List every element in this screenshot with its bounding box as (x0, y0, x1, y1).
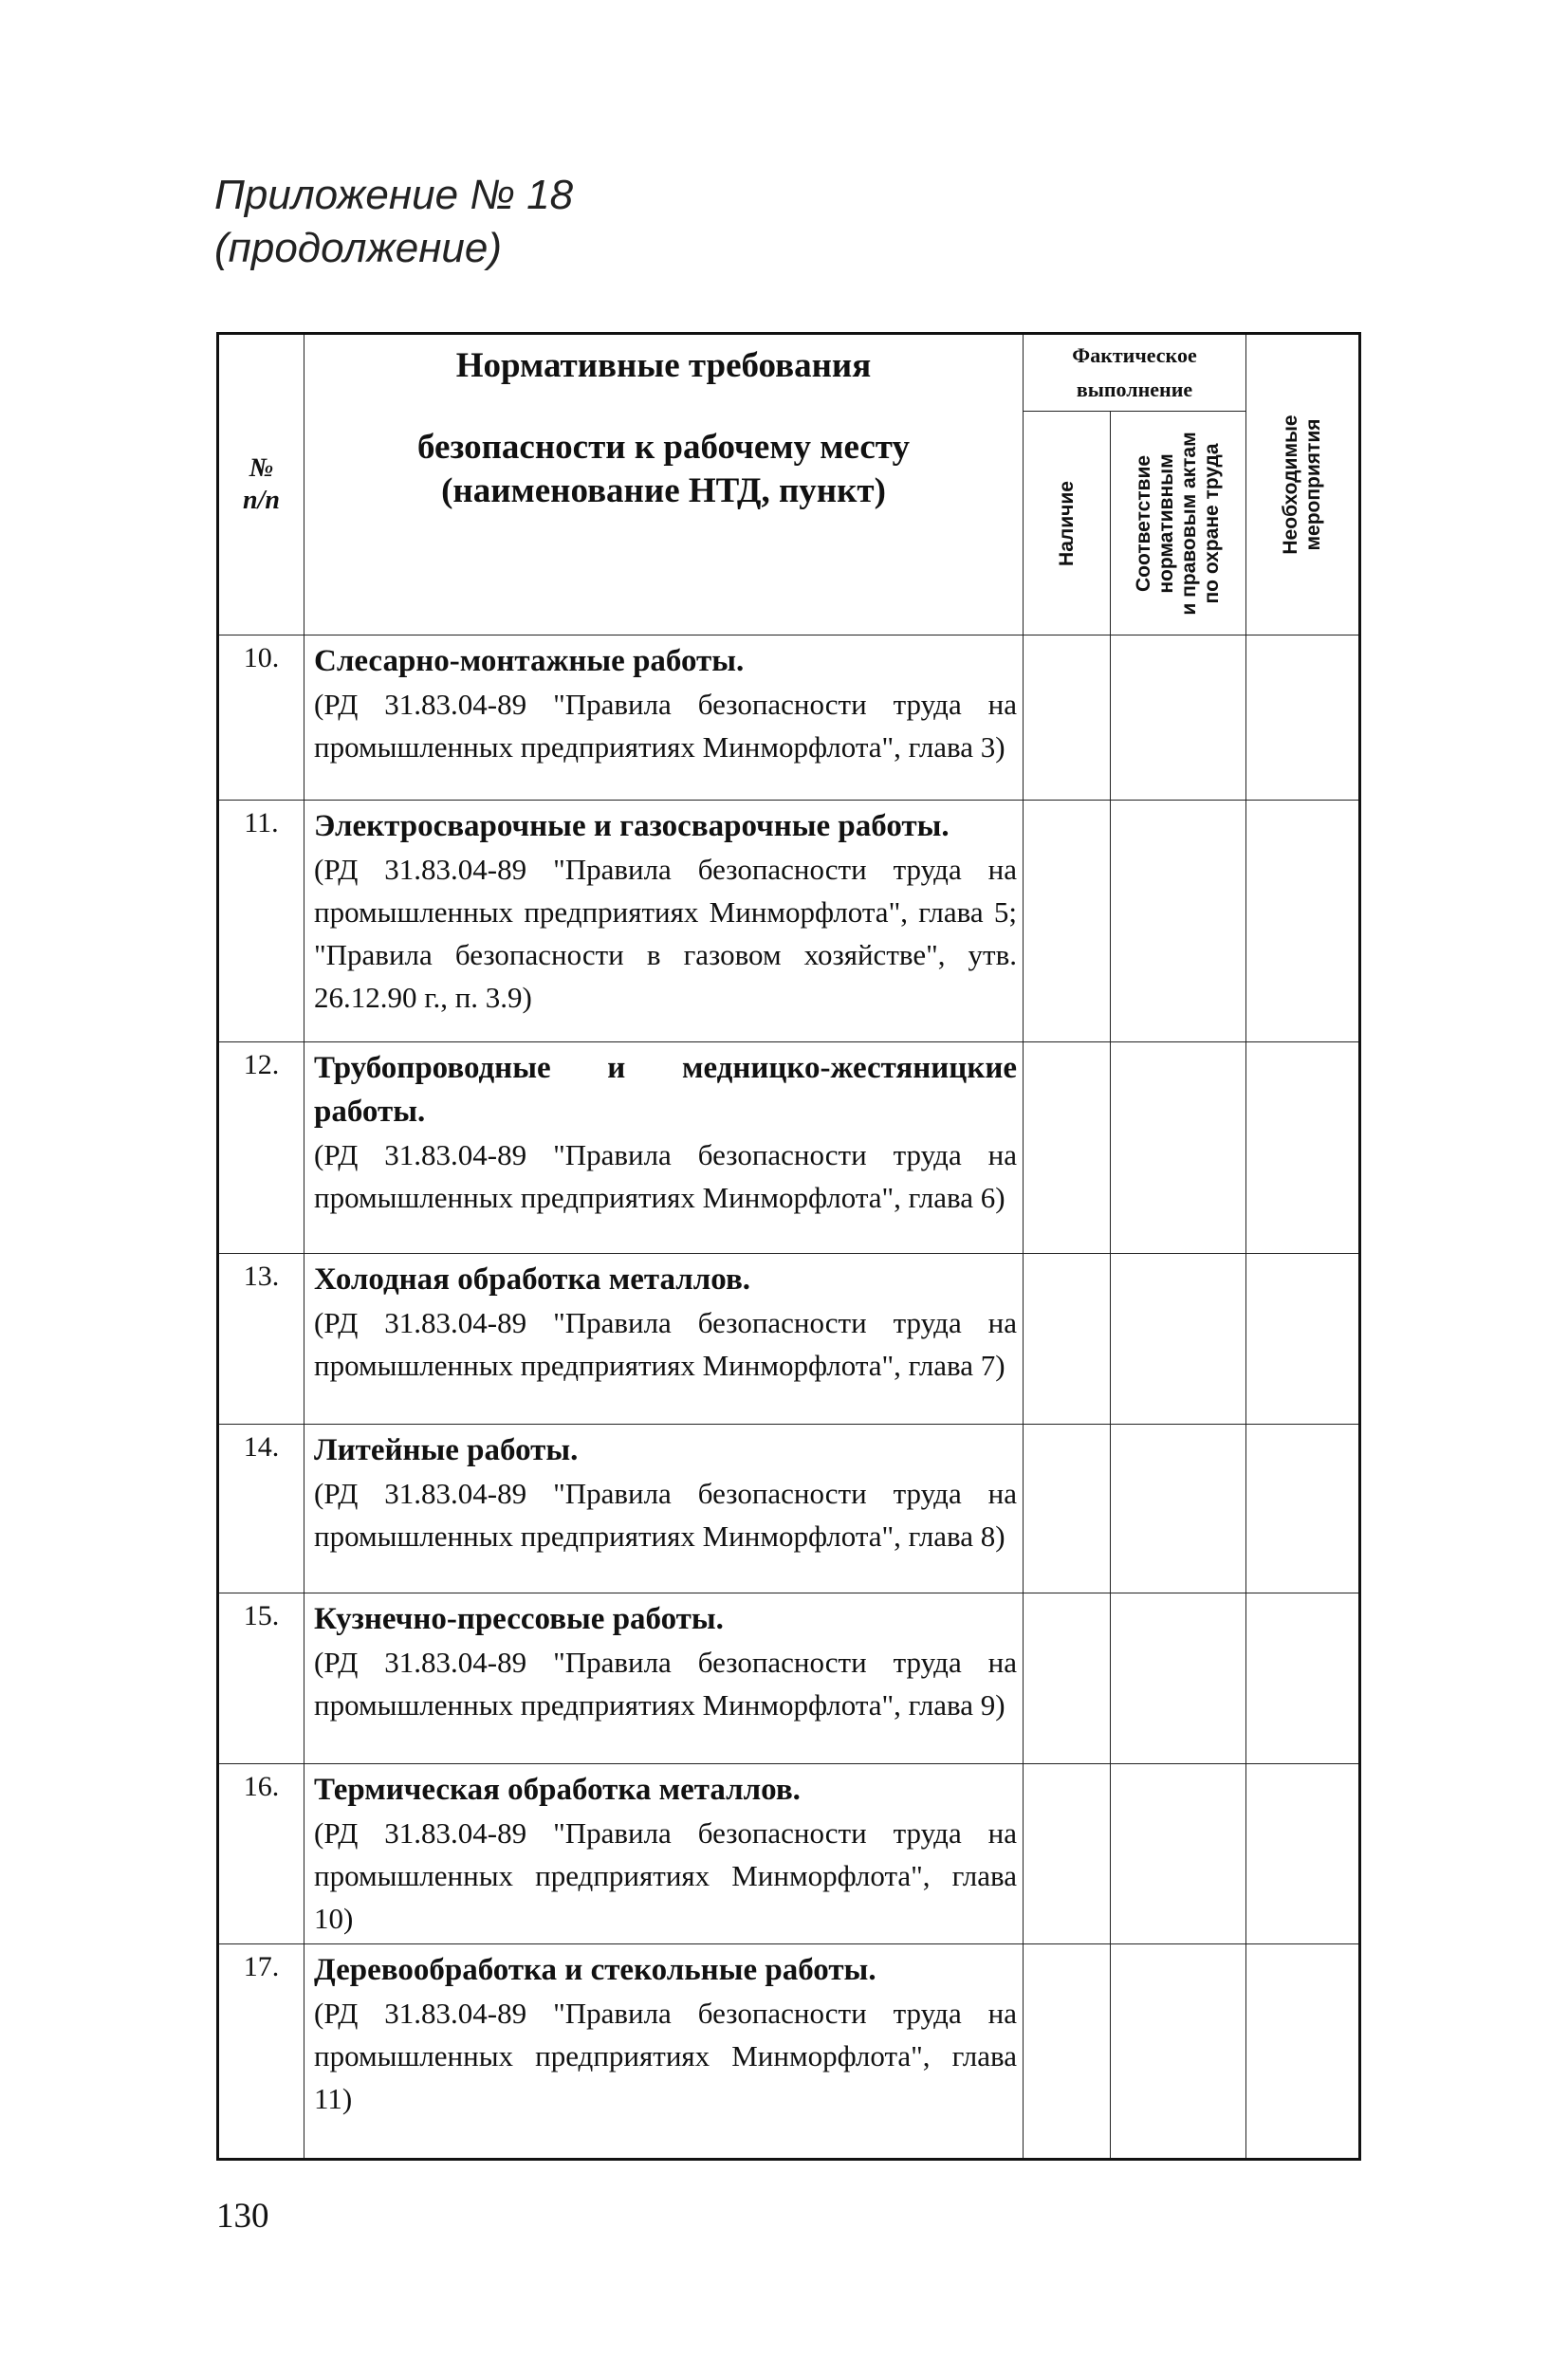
header-number (218, 334, 304, 635)
appendix-title: Приложение № 18 (214, 172, 574, 218)
table-row (218, 1042, 1360, 1254)
cell-presence (1024, 1254, 1111, 1425)
row-title: Термическая обработка металлов. (314, 1773, 801, 1807)
cell-presence (1024, 801, 1111, 1042)
row-number: 10. (218, 635, 304, 801)
requirements-table (216, 332, 1361, 2161)
cell-measures (1246, 1764, 1360, 1944)
header-requirements (304, 334, 1024, 635)
table-row (218, 1764, 1360, 1944)
appendix-heading (214, 169, 573, 275)
row-reference: (РД 31.83.04-89 "Правила безопасности труда на промышленных предприятиях Минморфлота", глава 8) (314, 1477, 1017, 1553)
header-req-line1: Нормативные требования (455, 346, 872, 385)
cell-compliance (1111, 1042, 1246, 1254)
table-row (218, 801, 1360, 1042)
cell-presence (1024, 1425, 1111, 1593)
row-reference: (РД 31.83.04-89 "Правила безопасности труда на промышленных предприятиях Минморфлота", глава 10) (314, 1816, 1017, 1935)
row-reference: (РД 31.83.04-89 "Правила безопасности труда на промышленных предприятиях Минморфлота", глава 5; "Правила безопасности в газовом хозяйстве", утв. 26.12.90 г., п. 3.9) (314, 853, 1017, 1014)
header-req-line2: безопасности к рабочему месту (417, 428, 910, 467)
row-title: Электросварочные и газосварочные работы. (314, 809, 950, 843)
header-compliance (1111, 412, 1246, 635)
cell-measures (1246, 1944, 1360, 2160)
cell-compliance (1111, 1944, 1246, 2160)
header-compliance-line4: по охране труда (1201, 442, 1223, 604)
row-requirement (304, 635, 1024, 801)
header-number-sub: п/п (243, 486, 280, 515)
header-compliance-line3: и правовым актам (1178, 431, 1200, 616)
row-title: Литейные работы. (314, 1433, 579, 1467)
table-row (218, 1593, 1360, 1764)
row-reference: (РД 31.83.04-89 "Правила безопасности труда на промышленных предприятиях Минморфлота", глава 7) (314, 1306, 1017, 1382)
table-row (218, 1944, 1360, 2160)
cell-measures (1246, 1042, 1360, 1254)
page-number: 130 (216, 2197, 269, 2236)
row-requirement (304, 1944, 1024, 2160)
header-presence (1024, 412, 1111, 635)
cell-presence (1024, 1764, 1111, 1944)
header-actual-execution: Фактическое выполнение (1024, 334, 1246, 412)
row-title: Слесарно-монтажные работы. (314, 644, 745, 678)
cell-measures (1246, 635, 1360, 801)
row-requirement (304, 1593, 1024, 1764)
row-number: 17. (218, 1944, 304, 2160)
row-title: Деревообработка и стекольные работы. (314, 1953, 876, 1987)
row-reference: (РД 31.83.04-89 "Правила безопасности труда на промышленных предприятиях Минморфлота", глава 11) (314, 1997, 1017, 2115)
row-title: Трубопроводные и медницко-жестяницкие работы. (314, 1051, 1017, 1129)
cell-presence (1024, 635, 1111, 801)
table-row (218, 1254, 1360, 1425)
header-number-sign: № (249, 453, 274, 483)
appendix-continuation: (продолжение) (214, 225, 502, 271)
row-number: 16. (218, 1764, 304, 1944)
row-number: 13. (218, 1254, 304, 1425)
cell-compliance (1111, 1764, 1246, 1944)
cell-measures (1246, 1254, 1360, 1425)
cell-compliance (1111, 635, 1246, 801)
cell-compliance (1111, 1425, 1246, 1593)
row-title: Кузнечно-прессовые работы. (314, 1602, 724, 1636)
row-requirement (304, 801, 1024, 1042)
cell-measures (1246, 1593, 1360, 1764)
row-requirement (304, 1042, 1024, 1254)
row-requirement (304, 1425, 1024, 1593)
header-compliance-line1: Соответствие (1133, 454, 1154, 592)
header-presence-label: Наличие (1055, 480, 1078, 566)
row-number: 14. (218, 1425, 304, 1593)
header-req-line3: (наименование НТД, пункт) (441, 471, 886, 510)
row-reference: (РД 31.83.04-89 "Правила безопасности труда на промышленных предприятиях Минморфлота", глава 9) (314, 1646, 1017, 1722)
cell-compliance (1111, 801, 1246, 1042)
row-reference: (РД 31.83.04-89 "Правила безопасности труда на промышленных предприятиях Минморфлота", глава 3) (314, 688, 1017, 764)
cell-compliance (1111, 1254, 1246, 1425)
row-number: 11. (218, 801, 304, 1042)
table-row (218, 635, 1360, 801)
row-requirement (304, 1764, 1024, 1944)
cell-presence (1024, 1593, 1111, 1764)
cell-presence (1024, 1944, 1111, 2160)
header-measures-line2: мероприятия (1302, 418, 1325, 551)
cell-compliance (1111, 1593, 1246, 1764)
cell-presence (1024, 1042, 1111, 1254)
cell-measures (1246, 1425, 1360, 1593)
cell-measures (1246, 801, 1360, 1042)
header-measures (1246, 334, 1360, 635)
row-number: 15. (218, 1593, 304, 1764)
row-title: Холодная обработка металлов. (314, 1262, 751, 1297)
row-requirement (304, 1254, 1024, 1425)
row-reference: (РД 31.83.04-89 "Правила безопасности труда на промышленных предприятиях Минморфлота", глава 6) (314, 1138, 1017, 1214)
table-row (218, 1425, 1360, 1593)
row-number: 12. (218, 1042, 304, 1254)
header-measures-line1: Необходимые (1280, 414, 1302, 555)
header-compliance-line2: нормативным (1155, 452, 1177, 594)
